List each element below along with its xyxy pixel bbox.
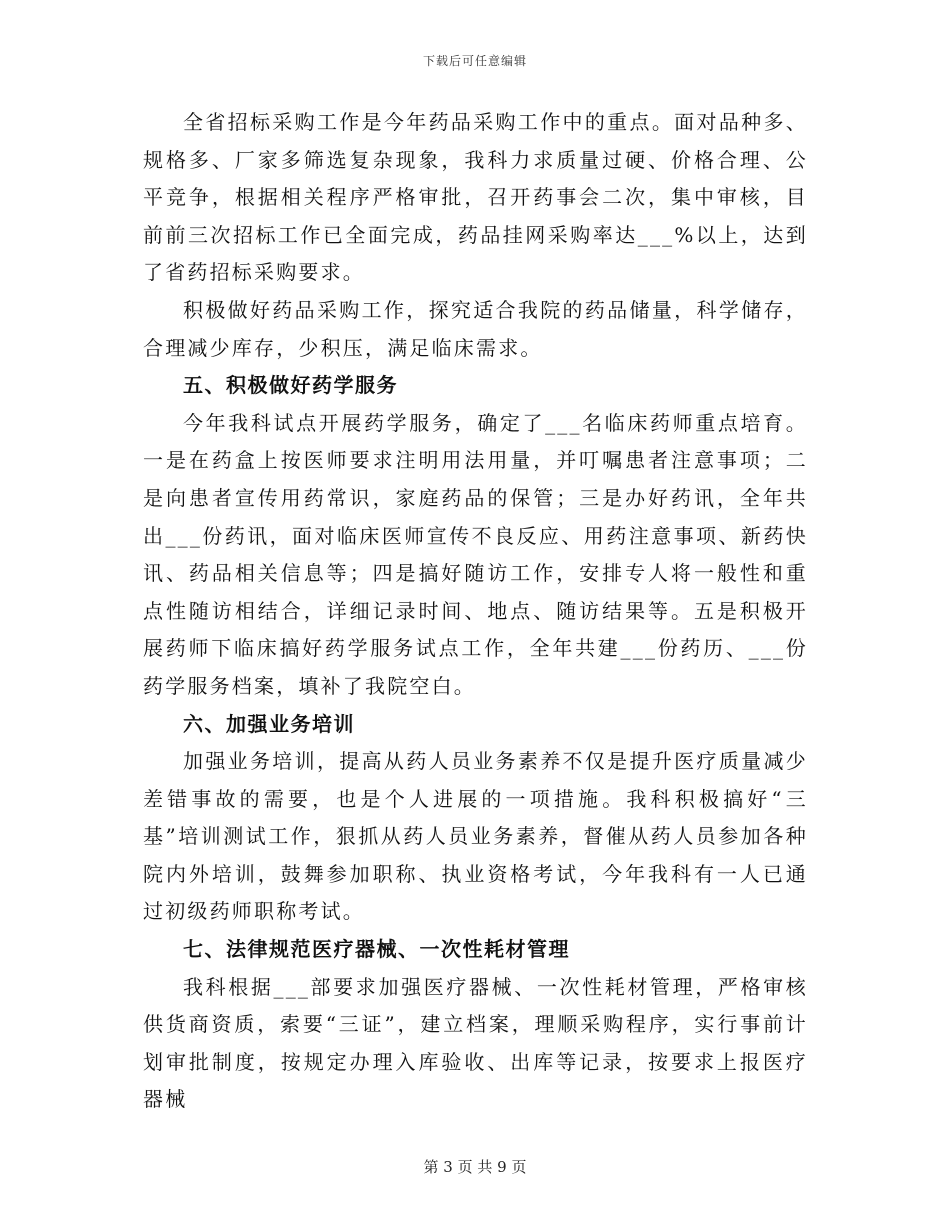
paragraph-procurement-storage: 积极做好药品采购工作，探究适合我院的药品储量，科学储存，合理减少库存，少积压，满足临床需求。	[143, 297, 808, 360]
section-heading-7: 七、法律规范医疗器械、一次性耗材管理	[183, 937, 570, 962]
page-header: 下载后可任意编辑	[422, 54, 527, 68]
document-body	[143, 104, 808, 1119]
paragraph-pharmacy-service: 今年我科试点开展药学服务，确定了___名临床药师重点培育。一是在药盒上按医师要求注明用法用量，并叮嘱患者注意事项；二是向患者宣传用药常识，家庭药品的保管；三是办好药讯，全年共出___份药讯，面对临床医师宣传不良反应、用药注意事项、新药快讯、药品相关信息等；四是搞好随访工作，安排专人将一般性和重点性随访相结合，详细记录时间、地点、随访结果等。五是积极开展药师下临床搞好药学服务试点工作，全年共建___份药历、___份药学服务档案，填补了我院空白。	[143, 410, 808, 698]
paragraph-training: 加强业务培训，提高从药人员业务素养不仅是提升医疗质量减少差错事故的需要，也是个人进展的一项措施。我科积极搞好“三基”培训测试工作，狠抓从药人员业务素养，督催从药人员参加各种院内外培训，鼓舞参加职称、执业资格考试，今年我科有一人已通过初级药师职称考试。	[143, 749, 808, 924]
paragraph-device-management: 我科根据___部要求加强医疗器械、一次性耗材管理，严格审核供货商资质，索要“三证”，建立档案，理顺采购程序，实行事前计划审批制度，按规定办理入库验收、出库等记录，按要求上报医疗器械	[143, 974, 808, 1112]
page-number: 第 3 页 共 9 页	[423, 1158, 527, 1176]
paragraph-procurement-bidding: 全省招标采购工作是今年药品采购工作中的重点。面对品种多、规格多、厂家多筛选复杂现象，我科力求质量过硬、价格合理、公平竞争，根据相关程序严格审批，召开药事会二次，集中审核，目前前三次招标工作已全面完成，药品挂网采购率达___%以上，达到了省药招标采购要求。	[143, 110, 808, 285]
section-heading-6: 六、加强业务培训	[183, 711, 355, 736]
section-heading-5: 五、积极做好药学服务	[183, 373, 398, 398]
